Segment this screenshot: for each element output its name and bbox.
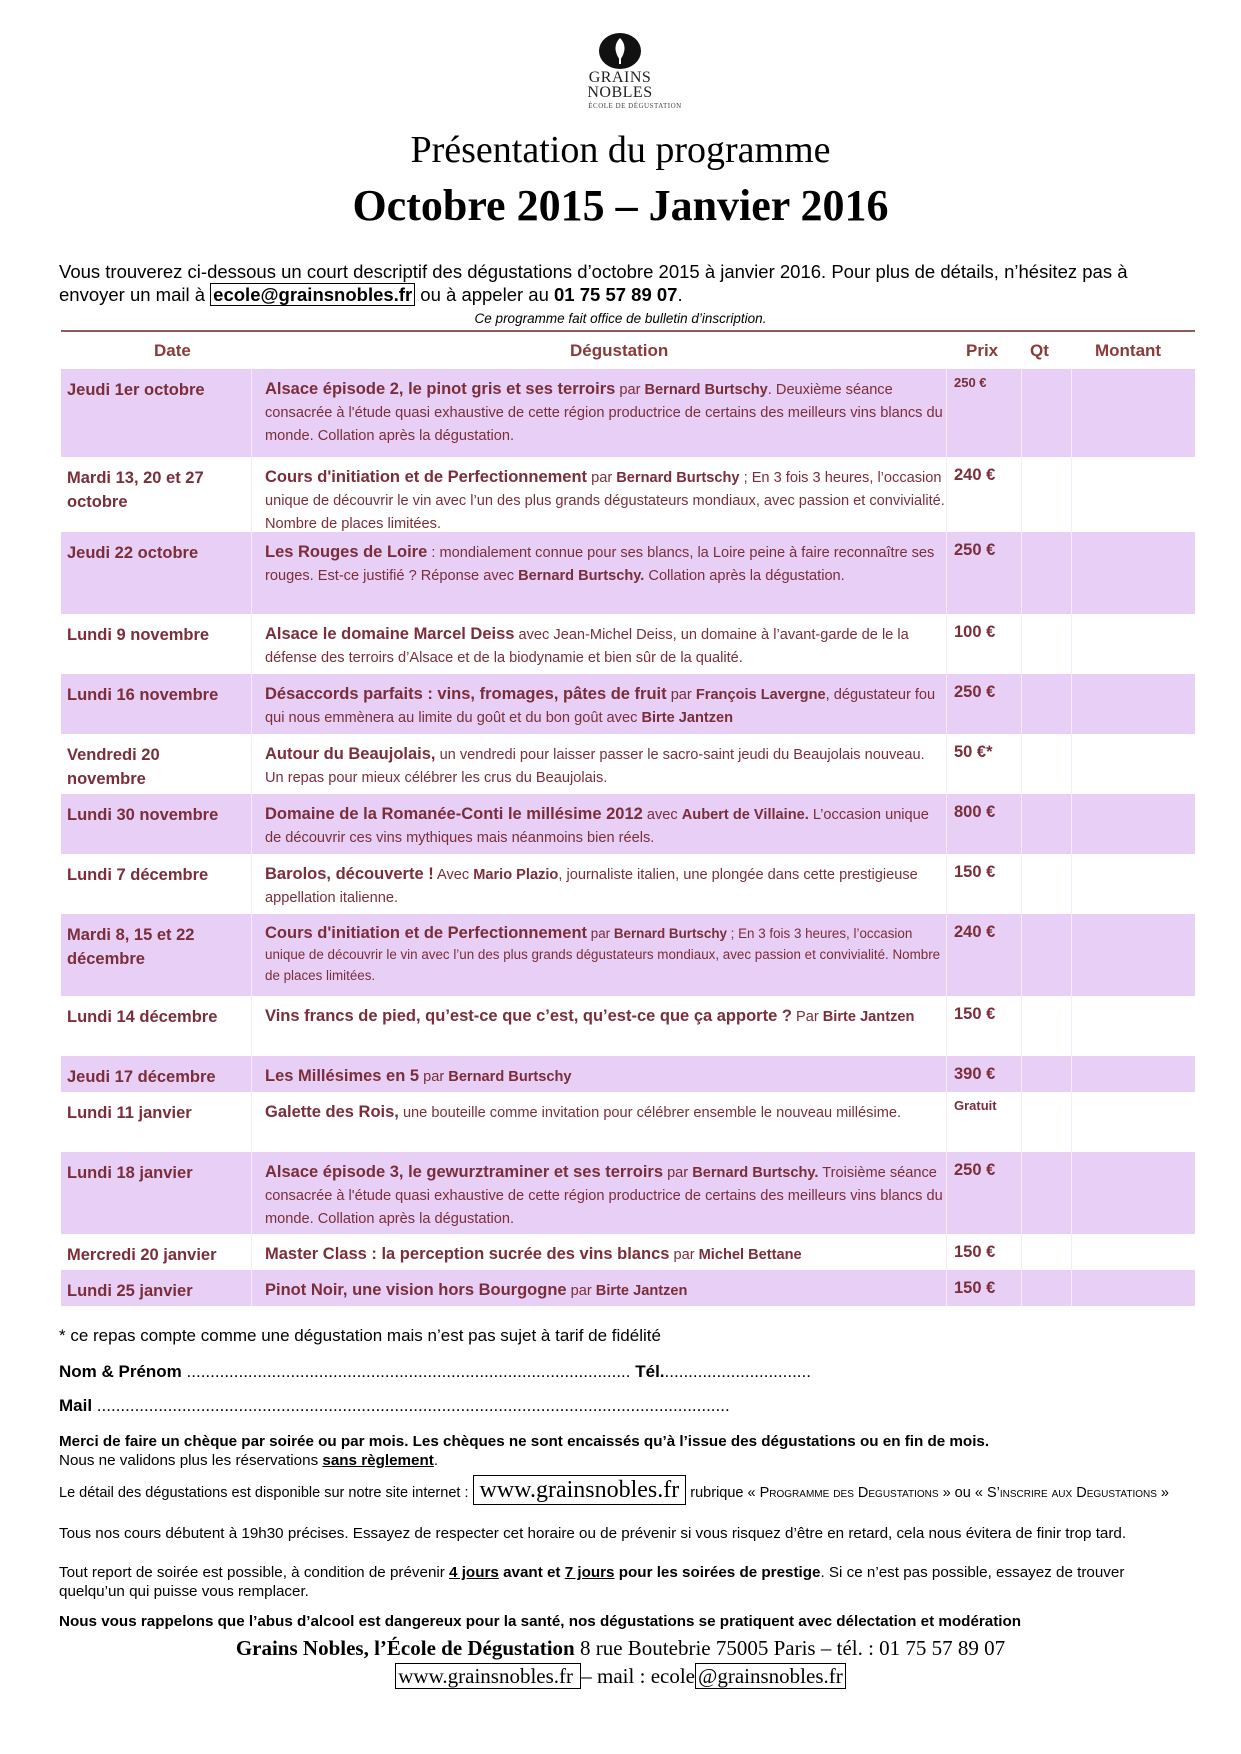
- column-divider: [946, 734, 947, 794]
- row-price: 150 €: [954, 1005, 996, 1023]
- row-qt-field[interactable]: [1026, 678, 1066, 730]
- row-date: Mardi 8, 15 et 22 décembre: [67, 926, 195, 968]
- footer-address-text: 8 rue Boutebrie 75005 Paris – tél. : 01 75 57 89 07: [574, 1636, 1006, 1660]
- row-montant-field[interactable]: [1076, 858, 1186, 910]
- report-note: [59, 1563, 1189, 1601]
- table-row: [61, 1152, 1195, 1234]
- row-qt-field[interactable]: [1026, 536, 1066, 610]
- row-title: Galette des Rois,: [265, 1103, 399, 1121]
- row-date: Jeudi 1er octobre: [67, 381, 205, 399]
- grains-nobles-logo: [540, 30, 700, 125]
- row-qt-field[interactable]: [1026, 618, 1066, 670]
- row-montant-field[interactable]: [1076, 798, 1186, 850]
- column-divider: [946, 794, 947, 854]
- row-description: [265, 541, 945, 588]
- header-prix: Prix: [966, 341, 999, 360]
- row-person: Bernard Burtschy: [613, 926, 727, 941]
- intro-text2: ou à appeler au: [415, 284, 555, 305]
- column-divider: [1071, 369, 1072, 457]
- report-and: avant et: [498, 1564, 565, 1581]
- row-text: Avec: [433, 867, 474, 883]
- row-title: Désaccords parfaits : vins, fromages, pâtes de fruit: [265, 685, 667, 703]
- tel-label: Tél.: [635, 1362, 665, 1381]
- table-row: [61, 914, 1195, 996]
- row-person: Birte Jantzen: [595, 1283, 688, 1299]
- table-row: [61, 996, 1195, 1056]
- table-row: [61, 1270, 1195, 1306]
- row-date: Lundi 30 novembre: [67, 806, 219, 824]
- row-text-rest: L’occasion unique de découvrir ces vins mythiques mais néanmoins bien réels.: [265, 807, 929, 846]
- report-text: Tout report de soirée est possible, à condition de prévenir: [59, 1564, 450, 1581]
- row-title: Cours d'initiation et de Perfectionnement: [265, 468, 588, 486]
- footer-address: [0, 1636, 1241, 1661]
- row-text-rest: , journaliste italien, une plongée dans cette prestigieuse appellation italienne.: [265, 867, 918, 906]
- intro-note: Ce programme fait office de bulletin d’inscription.: [474, 311, 767, 326]
- column-divider: [1071, 532, 1072, 614]
- row-text: avec: [642, 807, 682, 823]
- row-montant-field[interactable]: [1076, 618, 1186, 670]
- row-text: par: [587, 926, 614, 941]
- row-text: une bouteille comme invitation pour célébrer ensemble le nouveau millésime.: [398, 1105, 902, 1121]
- logo-line1: GRAINS: [588, 69, 652, 86]
- tel-field[interactable]: ...............................: [664, 1362, 811, 1381]
- column-divider: [251, 1092, 252, 1152]
- row-text: par: [615, 382, 645, 398]
- column-divider: [251, 532, 252, 614]
- row-qt-field[interactable]: [1026, 373, 1066, 453]
- row-description: [265, 378, 945, 448]
- row-person: Birte Jantzen: [822, 1009, 915, 1025]
- column-divider: [1071, 614, 1072, 674]
- column-divider: [251, 1152, 252, 1234]
- column-divider: [1071, 1056, 1072, 1092]
- report-end: . Si ce n’est pas possible, essayez de trouver quelqu’un qui puisse vous remplacer.: [59, 1564, 1125, 1600]
- footer-mail-prefix: – mail : ecole: [581, 1664, 695, 1688]
- row-date: Lundi 9 novembre: [67, 626, 210, 644]
- column-divider: [251, 674, 252, 734]
- table-row: [61, 794, 1195, 854]
- row-montant-field[interactable]: [1076, 1238, 1186, 1266]
- row-person: Mario Plazio: [473, 867, 559, 883]
- name-field[interactable]: ..............................................................................................: [186, 1362, 631, 1381]
- column-divider: [946, 1092, 947, 1152]
- column-divider: [1071, 854, 1072, 914]
- row-montant-field[interactable]: [1076, 461, 1186, 528]
- row-price: 250 €: [954, 1161, 996, 1179]
- row-text-rest: ; En 3 fois 3 heures, l’occasion unique de découvrir le vin avec l’un des plus grands dégustateurs mondiaux, avec passion et convivialité. Nombre de places limitées.: [265, 926, 941, 983]
- row-qt-field[interactable]: [1026, 738, 1066, 790]
- row-montant-field[interactable]: [1076, 1060, 1186, 1088]
- row-description: [265, 683, 945, 730]
- column-divider: [946, 457, 947, 532]
- row-date: Lundi 14 décembre: [67, 1008, 218, 1026]
- site-note: [59, 1477, 1189, 1504]
- row-text: avec Jean-Michel Deiss, un domaine à l’avant-garde de le la défense des terroirs d’Alsace et de la biodynamie et bien sûr de la qualité.: [265, 627, 909, 666]
- row-description: [265, 803, 945, 850]
- row-price: 250 €: [954, 683, 996, 701]
- row-person: Bernard Burtschy: [644, 382, 768, 398]
- row-title: Autour du Beaujolais,: [265, 745, 436, 763]
- site-text: Le détail des dégustations est disponible sur notre site internet :: [59, 1485, 473, 1501]
- table-row: [61, 1092, 1195, 1152]
- column-divider: [946, 369, 947, 457]
- report-prestige: pour les soirées de prestige: [614, 1564, 821, 1581]
- row-montant-field[interactable]: [1076, 678, 1186, 730]
- intro-text1: Vous trouverez ci-dessous un court descriptif des dégustations d’octobre 2015 à janvier 2016. Pour plus de détails, n’hésitez pas à envoyer un mail à: [59, 261, 1128, 305]
- footer-contacts: [0, 1664, 1241, 1689]
- row-title: Pinot Noir, une vision hors Bourgogne: [265, 1281, 567, 1299]
- column-divider: [251, 369, 252, 457]
- row-person: Bernard Burtschy.: [518, 568, 645, 584]
- column-divider: [1071, 794, 1072, 854]
- row-person: Bernard Burtschy.: [692, 1165, 819, 1181]
- intro-paragraph: [59, 260, 1189, 306]
- row-montant-field[interactable]: [1076, 1000, 1186, 1052]
- row-montant-field[interactable]: [1076, 373, 1186, 453]
- row-date: Mercredi 20 janvier: [67, 1246, 217, 1264]
- row-qt-field[interactable]: [1026, 461, 1066, 528]
- row-description: [265, 1279, 945, 1303]
- row-price: 240 €: [954, 923, 996, 941]
- logo-line2: NOBLES: [587, 84, 653, 101]
- column-divider: [946, 1234, 947, 1270]
- row-text-rest: Collation après la dégustation.: [644, 568, 845, 584]
- row-date: Mardi 13, 20 et 27 octobre: [67, 469, 204, 511]
- row-price: 250 €: [954, 375, 987, 390]
- row-price: 240 €: [954, 466, 996, 484]
- row-montant-field[interactable]: [1076, 536, 1186, 610]
- table-row: [61, 369, 1195, 457]
- column-divider: [1071, 996, 1072, 1056]
- header-qt: Qt: [1030, 341, 1049, 360]
- table-row: [61, 1056, 1195, 1092]
- table-header: [61, 330, 1195, 371]
- column-divider: [1071, 914, 1072, 996]
- column-divider: [251, 914, 252, 996]
- table-row: [61, 734, 1195, 794]
- row-description: [265, 466, 945, 536]
- site-or: » ou «: [938, 1485, 987, 1501]
- column-divider: [946, 914, 947, 996]
- column-divider: [251, 734, 252, 794]
- row-title: Domaine de la Romanée-Conti le millésime 2012: [265, 805, 643, 823]
- row-price: 150 €: [954, 1243, 996, 1261]
- site-url-link[interactable]: www.grainsnobles.fr: [473, 1475, 687, 1505]
- row-text: par: [666, 687, 696, 703]
- report-4-jours: 4 jours: [449, 1564, 499, 1581]
- row-qt-field[interactable]: [1026, 1000, 1066, 1052]
- page-subtitle: Octobre 2015 – Janvier 2016: [352, 181, 889, 230]
- row-person: Bernard Burtschy: [616, 470, 740, 486]
- row-qt-field[interactable]: [1026, 1156, 1066, 1230]
- row-montant-field[interactable]: [1076, 1156, 1186, 1230]
- row-qt-field[interactable]: [1026, 858, 1066, 910]
- column-divider: [251, 614, 252, 674]
- column-divider: [946, 674, 947, 734]
- column-divider: [946, 1270, 947, 1306]
- row-description: [265, 743, 945, 790]
- row-price: 390 €: [954, 1065, 996, 1083]
- logo-subtitle: ÉCOLE DE DÉGUSTATION: [588, 102, 682, 110]
- cheque-text: Merci de faire un chèque par soirée ou par mois. Les chèques ne sont encaissés qu’à l’issue des dégustations ou en fin de mois.: [59, 1433, 990, 1450]
- row-title: Alsace le domaine Marcel Deiss: [265, 625, 515, 643]
- column-divider: [251, 457, 252, 532]
- alcool-text: Nous vous rappelons que l’abus d’alcool est dangereux pour la santé, nos dégustations se pratiquent avec délectation et modération: [59, 1613, 1022, 1630]
- horaire-note: Tous nos cours débutent à 19h30 précises. Essayez de respecter cet horaire ou de prévenir si vous risquez d’être en retard, cela nous évitera de finir trop tard.: [59, 1525, 1127, 1542]
- row-text: par: [419, 1069, 449, 1085]
- row-title: Alsace épisode 2, le pinot gris et ses terroirs: [265, 380, 616, 398]
- site-end: »: [1156, 1485, 1169, 1501]
- row-price: Gratuit: [954, 1098, 997, 1113]
- report-7-jours: 7 jours: [564, 1564, 615, 1581]
- row-description: [265, 1005, 945, 1029]
- row-text-rest: , dégustateur fou qui nous emmènera au limite du goût et du bon goût avec: [265, 687, 936, 726]
- row-description: [265, 863, 945, 910]
- form-mail-line: [59, 1396, 730, 1416]
- column-divider: [946, 614, 947, 674]
- row-text-rest: Troisième séance consacrée à l'étude quasi exhaustive de cette région productrice de certains des meilleurs vins blancs du monde. Collation après la dégustation.: [265, 1165, 943, 1227]
- row-date: Jeudi 22 octobre: [67, 544, 199, 562]
- row-person: Aubert de Villaine.: [681, 807, 809, 823]
- table-row: [61, 854, 1195, 914]
- row-text: : mondialement connue pour ses blancs, la Loire peine à faire reconnaître ses rouges. Est-ce justifié ? Réponse avec: [265, 545, 935, 584]
- row-price: 250 €: [954, 541, 996, 559]
- row-date: Lundi 18 janvier: [67, 1164, 193, 1182]
- row-price: 100 €: [954, 623, 996, 641]
- column-divider: [251, 854, 252, 914]
- name-label: Nom & Prénom: [59, 1362, 182, 1381]
- column-divider: [1071, 457, 1072, 532]
- row-date: Lundi 7 décembre: [67, 866, 209, 884]
- row-title: Vins francs de pied, qu’est-ce que c’est, qu’est-ce que ça apporte ?: [265, 1007, 792, 1025]
- form-name-line: [59, 1362, 811, 1382]
- column-divider: [1071, 1152, 1072, 1234]
- row-title: Barolos, découverte !: [265, 865, 434, 883]
- row-qt-field[interactable]: [1026, 1096, 1066, 1148]
- footer-url-link[interactable]: www.grainsnobles.fr: [395, 1663, 581, 1689]
- cheque-note: [59, 1432, 1189, 1470]
- row-person: François Lavergne: [695, 687, 826, 703]
- column-divider: [1071, 1092, 1072, 1152]
- footer-school-name: Grains Nobles, l’École de Dégustation: [235, 1636, 575, 1660]
- row-text: par: [663, 1165, 693, 1181]
- row-title: Les Millésimes en 5: [265, 1067, 420, 1085]
- column-divider: [946, 532, 947, 614]
- row-text: un vendredi pour laisser passer le sacro-saint jeudi du Beaujolais nouveau. Un repas pour mieux célébrer les crus du Beaujolais.: [265, 747, 925, 786]
- row-text: par: [566, 1283, 596, 1299]
- table-row: [61, 1234, 1195, 1270]
- column-divider: [1071, 1234, 1072, 1270]
- row-person: Bernard Burtschy: [448, 1069, 572, 1085]
- row-description: [265, 1161, 945, 1231]
- row-description: [265, 1101, 945, 1125]
- row-title: Master Class : la perception sucrée des vins blancs: [265, 1245, 670, 1263]
- footnote: * ce repas compte comme une dégustation mais n’est pas sujet à tarif de fidélité: [59, 1326, 661, 1345]
- row-date: Vendredi 20 novembre: [67, 746, 160, 788]
- reserve-text: Nous ne validons plus les réservations: [59, 1452, 323, 1469]
- site-rubrique: rubrique «: [686, 1485, 760, 1501]
- intro-text3: .: [677, 284, 683, 305]
- row-date: Lundi 25 janvier: [67, 1282, 193, 1300]
- row-text-rest: . Deuxième séance consacrée à l'étude quasi exhaustive de cette région productrice de certains des meilleurs vins blancs du monde. Collation après la dégustation.: [265, 382, 943, 444]
- column-divider: [1071, 734, 1072, 794]
- footer-mail-link[interactable]: @grainsnobles.fr: [695, 1663, 846, 1689]
- header-date: Date: [154, 341, 191, 360]
- row-title: Les Rouges de Loire: [265, 543, 428, 561]
- column-divider: [251, 1056, 252, 1092]
- row-title: Cours d'initiation et de Perfectionnement: [265, 924, 588, 942]
- row-price: 150 €: [954, 1279, 996, 1297]
- site-rubrique-1: Programme des Degustations: [759, 1485, 939, 1501]
- row-person-2: Birte Jantzen: [641, 710, 734, 726]
- row-text: par: [669, 1247, 699, 1263]
- column-divider: [251, 1270, 252, 1306]
- column-divider: [251, 794, 252, 854]
- row-montant-field[interactable]: [1076, 918, 1186, 992]
- column-divider: [946, 1056, 947, 1092]
- header-montant: Montant: [1095, 341, 1162, 360]
- column-divider: [946, 1152, 947, 1234]
- row-text: par: [587, 470, 617, 486]
- table-row: [61, 674, 1195, 734]
- reserve-end: .: [433, 1452, 439, 1469]
- row-date: Lundi 11 janvier: [67, 1104, 192, 1122]
- row-description: [265, 1065, 945, 1089]
- reserve-emphasis: sans règlement: [322, 1452, 434, 1469]
- column-divider: [1071, 674, 1072, 734]
- row-price: 150 €: [954, 863, 996, 881]
- column-divider: [1071, 1270, 1072, 1306]
- row-description: [265, 923, 945, 986]
- column-divider: [946, 854, 947, 914]
- header-degustation: Dégustation: [570, 341, 669, 360]
- column-divider: [251, 1234, 252, 1270]
- alcool-warning: [59, 1612, 1189, 1631]
- mail-label: Mail: [59, 1396, 93, 1415]
- row-price: 800 €: [954, 803, 996, 821]
- row-qt-field[interactable]: [1026, 918, 1066, 992]
- row-description: [265, 1243, 945, 1267]
- column-divider: [251, 996, 252, 1056]
- site-rubrique-2: S’inscrire aux Degustations: [986, 1485, 1157, 1501]
- row-person: Michel Bettane: [698, 1247, 802, 1263]
- row-date: Lundi 16 novembre: [67, 686, 219, 704]
- row-price: 50 €*: [954, 743, 993, 761]
- row-montant-field[interactable]: [1076, 1096, 1186, 1148]
- row-qt-field[interactable]: [1026, 1238, 1066, 1266]
- row-montant-field[interactable]: [1076, 738, 1186, 790]
- row-qt-field[interactable]: [1026, 1274, 1066, 1302]
- intro-email-link[interactable]: ecole@grainsnobles.fr: [210, 283, 415, 306]
- row-text-rest: ; En 3 fois 3 heures, l’occasion unique de découvrir le vin avec l’un des plus grands dégustateurs mondiaux, avec passion et convivialité. Nombre de places limitées.: [265, 470, 945, 532]
- row-qt-field[interactable]: [1026, 1060, 1066, 1088]
- mail-field[interactable]: ......................................................................................................................................: [96, 1396, 730, 1415]
- row-description: [265, 623, 945, 670]
- row-qt-field[interactable]: [1026, 798, 1066, 850]
- intro-phone: 01 75 57 89 07: [554, 284, 678, 305]
- table-row: [61, 532, 1195, 614]
- wine-drop-logo-icon: [597, 30, 643, 70]
- page-title: Présentation du programme: [410, 129, 831, 171]
- table-row: [61, 457, 1195, 532]
- column-divider: [946, 996, 947, 1056]
- row-date: Jeudi 17 décembre: [67, 1068, 216, 1086]
- row-montant-field[interactable]: [1076, 1274, 1186, 1302]
- table-row: [61, 614, 1195, 674]
- row-title: Alsace épisode 3, le gewurztraminer et ses terroirs: [265, 1163, 664, 1181]
- row-text: Par: [791, 1009, 823, 1025]
